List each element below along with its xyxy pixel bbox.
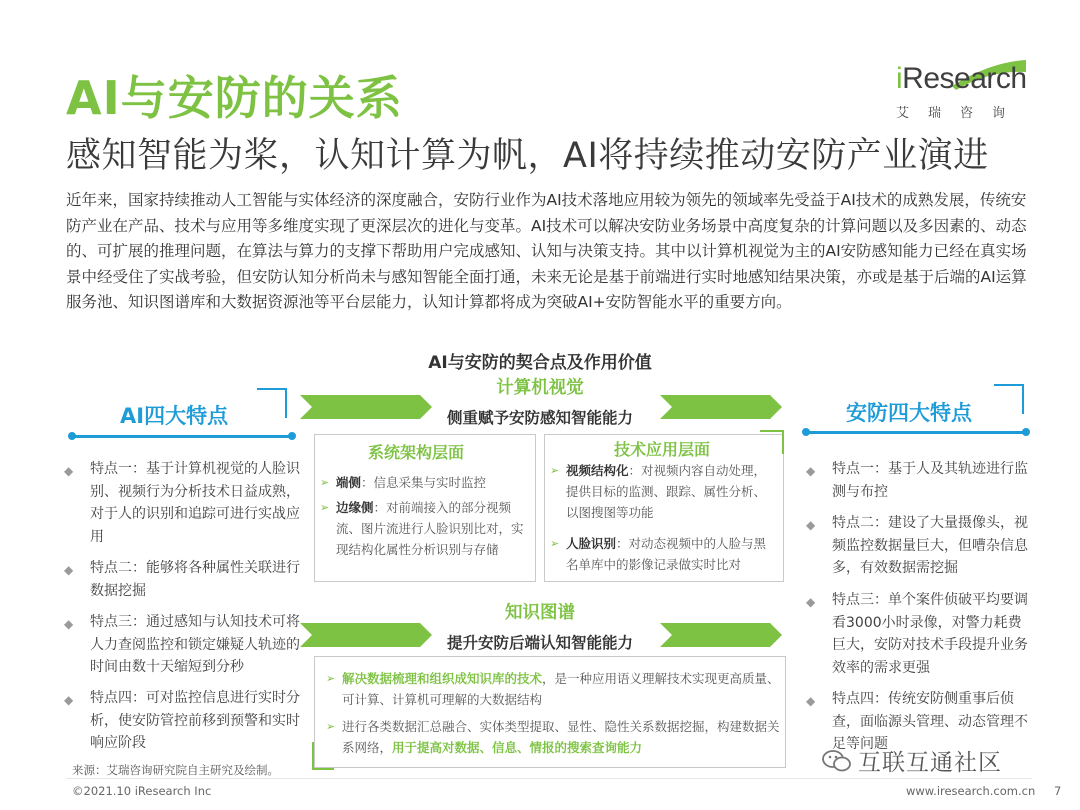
left-feature-2: ◆ 特点二：能够将各种属性关联进行数据挖掘 — [64, 560, 300, 599]
left-feature-1: ◆ 特点一：基于计算机视觉的人脸识别、视频行为分析技术日益成熟，对于人的识别和追踪可进行实战应用 — [64, 461, 300, 545]
footer-copyright: ©2021.10 iResearch Inc — [72, 784, 212, 798]
diamond-icon: ◆ — [64, 617, 74, 631]
kg-arrow-left — [300, 623, 432, 647]
intro-paragraph: 近年来，国家持续推动人工智能与实体经济的深度融合，安防行业作为AI技术落地应用较为领先的领域率先受益于AI技术的成熟发展，传统安防产业在产品、技术与应用等多维度实现了更深层次的进化与变革。AI技术可以解决安防业务场景中高度复杂的计算问题以及多因素的、动态的、可扩展的推理问题，在算法与算力的支撑下帮助用户完成感知、认知与决策支持。其中以计算机视觉为主的AI安防感知能力已经在真实场景中经受住了实战考验，但安防认知分析尚未与感知智能全面打通，未来无论是基于前端进行实时地感知结果决策，亦或是基于后端的AI运算服务池、知识图谱库和大数据资源池等平台层能力，认知计算都将成为突破AI+安防智能水平的重要方向。 — [66, 191, 1027, 311]
diamond-icon: ◆ — [806, 694, 816, 708]
right-heading-underline — [806, 431, 1026, 434]
diamond-icon: ◆ — [806, 518, 816, 532]
kg-item-1: ➢ 解决数据梳理和组织成知识库的技术，是一种应用语义理解技术实现更高质量、可计算、计算机可理解的大数据结构 — [342, 668, 780, 710]
diagram-title: AI与安防的契合点及作用价值 — [428, 353, 652, 373]
right-heading: 安防四大特点 — [846, 401, 972, 425]
diamond-icon: ◆ — [806, 595, 816, 609]
right-feature-4: ◆ 特点四：传统安防侧重事后侦查，面临源头管理、动态管理不足等问题 — [806, 691, 1028, 752]
arch-item-2: ➢ 边缘侧：对前端接入的部分视频流、图片流进行人脸识别比对，实现结构化属性分析识别与存储 — [336, 497, 532, 560]
right-header-corner — [994, 384, 1024, 414]
tech-item-1: ➢ 视频结构化：对视频内容自动处理，提供目标的监测、跟踪、属性分析、以图搜图等功能 — [566, 460, 776, 523]
kg-box-corner — [312, 742, 334, 770]
page-number: 7 — [1054, 784, 1062, 798]
watermark-text: 互联互通社区 — [858, 750, 1002, 776]
right-underline-dot — [802, 428, 810, 436]
kg-subheading: 提升安防后端认知智能能力 — [446, 634, 633, 652]
arrow-bullet-icon: ➢ — [550, 537, 560, 550]
arch-item-1: ➢ 端侧：信息采集与实时监控 — [336, 472, 532, 493]
logo-chinese: 艾瑞咨询 — [896, 106, 1025, 121]
arrow-bullet-icon: ➢ — [326, 720, 336, 733]
tech-heading: 技术应用层面 — [614, 440, 711, 459]
diamond-icon: ◆ — [64, 693, 74, 707]
cv-arrow-right — [660, 395, 782, 419]
diamond-icon: ◆ — [64, 464, 74, 478]
iresearch-logo — [896, 62, 1026, 120]
source-note: 来源：艾瑞咨询研究院自主研究及绘制。 — [72, 763, 279, 777]
right-feature-2: ◆ 特点二：建设了大量摄像头，视频监控数据量巨大，但嘈杂信息多，有效数据需挖掘 — [806, 515, 1028, 576]
logo-wordmark: iResearch — [896, 62, 1027, 95]
cv-heading: 计算机视觉 — [496, 378, 584, 398]
arrow-bullet-icon: ➢ — [320, 501, 330, 514]
right-feature-3: ◆ 特点三：单个案件侦破平均要调看3000小时录像，对警力耗费巨大，安防对技术手段提升业务效率的需求更强 — [806, 592, 1028, 676]
left-feature-3: ◆ 特点三：通过感知与认知技术可将人力查阅监控和锁定嫌疑人轨迹的时间由数十天缩短到分秒 — [64, 614, 300, 675]
left-heading: AI四大特点 — [120, 404, 229, 428]
left-header-corner — [257, 388, 287, 418]
kg-arrow-right — [660, 623, 782, 647]
footer-url[interactable]: www.iresearch.com.cn — [906, 784, 1036, 798]
diamond-icon: ◆ — [64, 563, 74, 577]
kg-item-2: ➢ 进行各类数据汇总融合、实体类型提取、显性、隐性关系数据挖掘，构建数据关系网络，用于提高对数据、信息、情报的搜索查询能力 — [342, 716, 780, 758]
arch-heading: 系统架构层面 — [368, 443, 465, 462]
diamond-icon: ◆ — [806, 464, 816, 478]
left-heading-underline — [72, 435, 292, 438]
cv-subheading: 侧重赋予安防感知智能能力 — [446, 409, 633, 427]
wechat-icon — [822, 748, 852, 774]
left-underline-dot — [68, 432, 76, 440]
footer-divider — [66, 778, 1032, 779]
tech-box-corner — [760, 430, 784, 454]
page-subtitle: 感知智能为桨，认知计算为帆，AI将持续推动安防产业演进 — [66, 136, 989, 176]
cv-arrow-left — [300, 395, 432, 419]
kg-heading: 知识图谱 — [505, 603, 575, 623]
left-underline-dot-end — [288, 432, 296, 440]
arrow-bullet-icon: ➢ — [326, 672, 336, 685]
arrow-bullet-icon: ➢ — [320, 476, 330, 489]
right-underline-dot-end — [1022, 428, 1030, 436]
page-title: AI与安防的关系 — [66, 71, 403, 125]
left-feature-4: ◆ 特点四：可对监控信息进行实时分析，使安防管控前移到预警和实时响应阶段 — [64, 690, 300, 751]
tech-item-2: ➢ 人脸识别：对动态视频中的人脸与黑名单库中的影像记录做实时比对 — [566, 533, 776, 575]
arrow-bullet-icon: ➢ — [550, 464, 560, 477]
right-feature-1: ◆ 特点一：基于人及其轨迹进行监测与布控 — [806, 461, 1028, 500]
